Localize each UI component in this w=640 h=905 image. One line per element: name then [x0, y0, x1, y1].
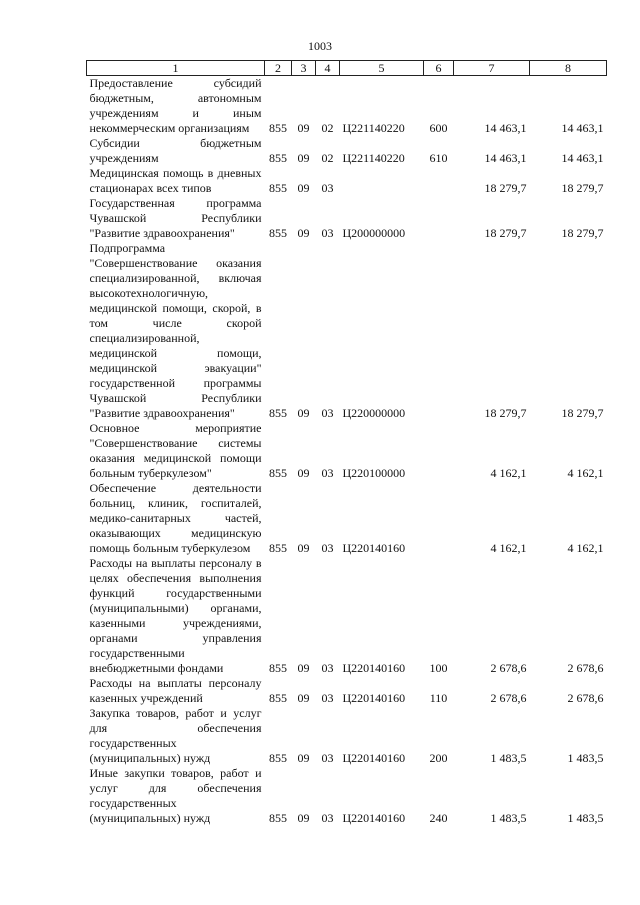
row-expense-type: 240	[429, 811, 448, 825]
table-row	[87, 421, 607, 481]
table-row	[87, 241, 607, 421]
row-ministry-code: 855	[269, 406, 287, 420]
row-amount-2: 18 279,7	[561, 181, 604, 195]
header-col-7: 7	[454, 61, 530, 76]
row-target-code: Ц220000000	[342, 406, 406, 420]
row-ministry-code: 855	[269, 121, 287, 135]
table-row	[87, 676, 607, 706]
row-expense-type: 200	[429, 751, 448, 765]
row-section-code: 09	[297, 811, 310, 825]
row-target-code: Ц220140160	[342, 541, 406, 555]
row-amount-1: 18 279,7	[484, 406, 527, 420]
row-amount-1: 18 279,7	[484, 181, 527, 195]
row-target-code	[340, 166, 424, 196]
row-section-code: 09	[297, 541, 310, 555]
header-col-8: 8	[530, 61, 607, 76]
row-target-code: Ц200000000	[342, 226, 406, 240]
row-name: Медицинская помощь в дневных стационарах всех типов	[89, 166, 262, 195]
row-ministry-code: 855	[269, 661, 287, 675]
row-amount-2: 1 483,5	[567, 751, 604, 765]
header-col-4: 4	[316, 61, 340, 76]
row-section-code: 09	[297, 181, 310, 195]
row-section-code: 09	[297, 151, 310, 165]
row-expense-type	[424, 196, 454, 241]
row-amount-1: 2 678,6	[490, 661, 527, 675]
row-amount-2: 2 678,6	[567, 661, 604, 675]
row-section-code: 09	[297, 661, 310, 675]
table-row	[87, 766, 607, 826]
table-row	[87, 136, 607, 166]
row-ministry-code: 855	[269, 181, 287, 195]
row-amount-2: 4 162,1	[567, 541, 604, 555]
header-col-5: 5	[340, 61, 424, 76]
row-ministry-code: 855	[269, 751, 287, 765]
row-amount-2: 4 162,1	[567, 466, 604, 480]
row-subsection-code: 03	[321, 691, 334, 705]
row-ministry-code: 855	[269, 811, 287, 825]
row-expense-type: 610	[429, 151, 448, 165]
row-name: Иные закупки товаров, работ и услуг для обеспечения государственных (муниципальных) нужд	[89, 766, 262, 825]
table-row	[87, 556, 607, 676]
row-ministry-code: 855	[269, 151, 287, 165]
row-ministry-code: 855	[269, 226, 287, 240]
row-subsection-code: 03	[321, 181, 334, 195]
row-subsection-code: 03	[321, 811, 334, 825]
row-amount-2: 2 678,6	[567, 691, 604, 705]
row-target-code: Ц220100000	[342, 466, 406, 480]
row-amount-1: 1 483,5	[490, 811, 527, 825]
table-row	[87, 76, 607, 137]
row-subsection-code: 03	[321, 541, 334, 555]
row-ministry-code: 855	[269, 691, 287, 705]
row-name: Закупка товаров, работ и услуг для обеспечения государственных (муниципальных) нужд	[89, 706, 262, 765]
budget-table	[86, 60, 607, 826]
row-amount-1: 1 483,5	[490, 751, 527, 765]
row-expense-type	[424, 241, 454, 421]
header-col-2: 2	[265, 61, 292, 76]
row-expense-type	[424, 166, 454, 196]
table-row	[87, 481, 607, 556]
header-col-1: 1	[87, 61, 265, 76]
row-subsection-code: 02	[321, 151, 334, 165]
row-name: Расходы на выплаты персоналу в целях обеспечения выполнения функций государственными (муниципальными) органами, казенными учреждениями, органами управления государственными внебюджетными фондами	[89, 556, 262, 675]
row-name: Подпрограмма "Совершенствование оказания специализированной, включая высокотехнологичную, медицинской помощи, скорой, в том числе скорой специализированной, медицинской помощи, медицинской эвакуации" государственной программы Чувашской Республики "Развитие здравоохранения"	[89, 241, 262, 420]
table-header-row	[87, 61, 607, 76]
row-amount-2: 14 463,1	[561, 151, 604, 165]
row-target-code: Ц221140220	[342, 121, 405, 135]
row-target-code: Ц221140220	[342, 151, 405, 165]
table-row	[87, 196, 607, 241]
row-amount-2: 18 279,7	[561, 226, 604, 240]
row-amount-2: 14 463,1	[561, 121, 604, 135]
row-expense-type	[424, 421, 454, 481]
row-subsection-code: 02	[321, 121, 334, 135]
row-amount-1: 2 678,6	[490, 691, 527, 705]
row-amount-2: 1 483,5	[567, 811, 604, 825]
row-amount-1: 14 463,1	[484, 121, 527, 135]
row-section-code: 09	[297, 691, 310, 705]
row-amount-1: 18 279,7	[484, 226, 527, 240]
row-subsection-code: 03	[321, 406, 334, 420]
row-ministry-code: 855	[269, 466, 287, 480]
row-section-code: 09	[297, 751, 310, 765]
row-name: Государственная программа Чувашской Республики "Развитие здравоохранения"	[89, 196, 262, 240]
page-number: 1003	[308, 39, 332, 53]
row-target-code: Ц220140160	[342, 691, 406, 705]
row-subsection-code: 03	[321, 226, 334, 240]
row-section-code: 09	[297, 226, 310, 240]
row-target-code: Ц220140160	[342, 661, 406, 675]
row-name: Обеспечение деятельности больниц, клиник, госпиталей, медико-санитарных частей, оказывающих медицинскую помощь больным туберкулезом	[89, 481, 262, 555]
row-expense-type: 100	[429, 661, 448, 675]
table-body	[87, 76, 607, 827]
row-subsection-code: 03	[321, 751, 334, 765]
row-amount-1: 4 162,1	[490, 541, 527, 555]
row-name: Основное мероприятие "Совершенствование системы оказания медицинской помощи больным туберкулезом"	[89, 421, 262, 480]
row-expense-type	[424, 481, 454, 556]
row-amount-1: 4 162,1	[490, 466, 527, 480]
table-row	[87, 166, 607, 196]
row-expense-type: 600	[429, 121, 448, 135]
row-target-code: Ц220140160	[342, 811, 406, 825]
header-col-3: 3	[292, 61, 316, 76]
row-target-code: Ц220140160	[342, 751, 406, 765]
row-section-code: 09	[297, 121, 310, 135]
header-col-6: 6	[424, 61, 454, 76]
row-amount-2: 18 279,7	[561, 406, 604, 420]
row-amount-1: 14 463,1	[484, 151, 527, 165]
row-name: Расходы на выплаты персоналу казенных учреждений	[89, 676, 262, 705]
row-section-code: 09	[297, 406, 310, 420]
row-ministry-code: 855	[269, 541, 287, 555]
row-section-code: 09	[297, 466, 310, 480]
row-name: Субсидии бюджетным учреждениям	[89, 136, 262, 165]
row-name: Предоставление субсидий бюджетным, автономным учреждениям и иным некоммерческим организациям	[89, 76, 262, 135]
row-expense-type: 110	[429, 691, 448, 705]
table-row	[87, 706, 607, 766]
row-subsection-code: 03	[321, 661, 334, 675]
row-subsection-code: 03	[321, 466, 334, 480]
